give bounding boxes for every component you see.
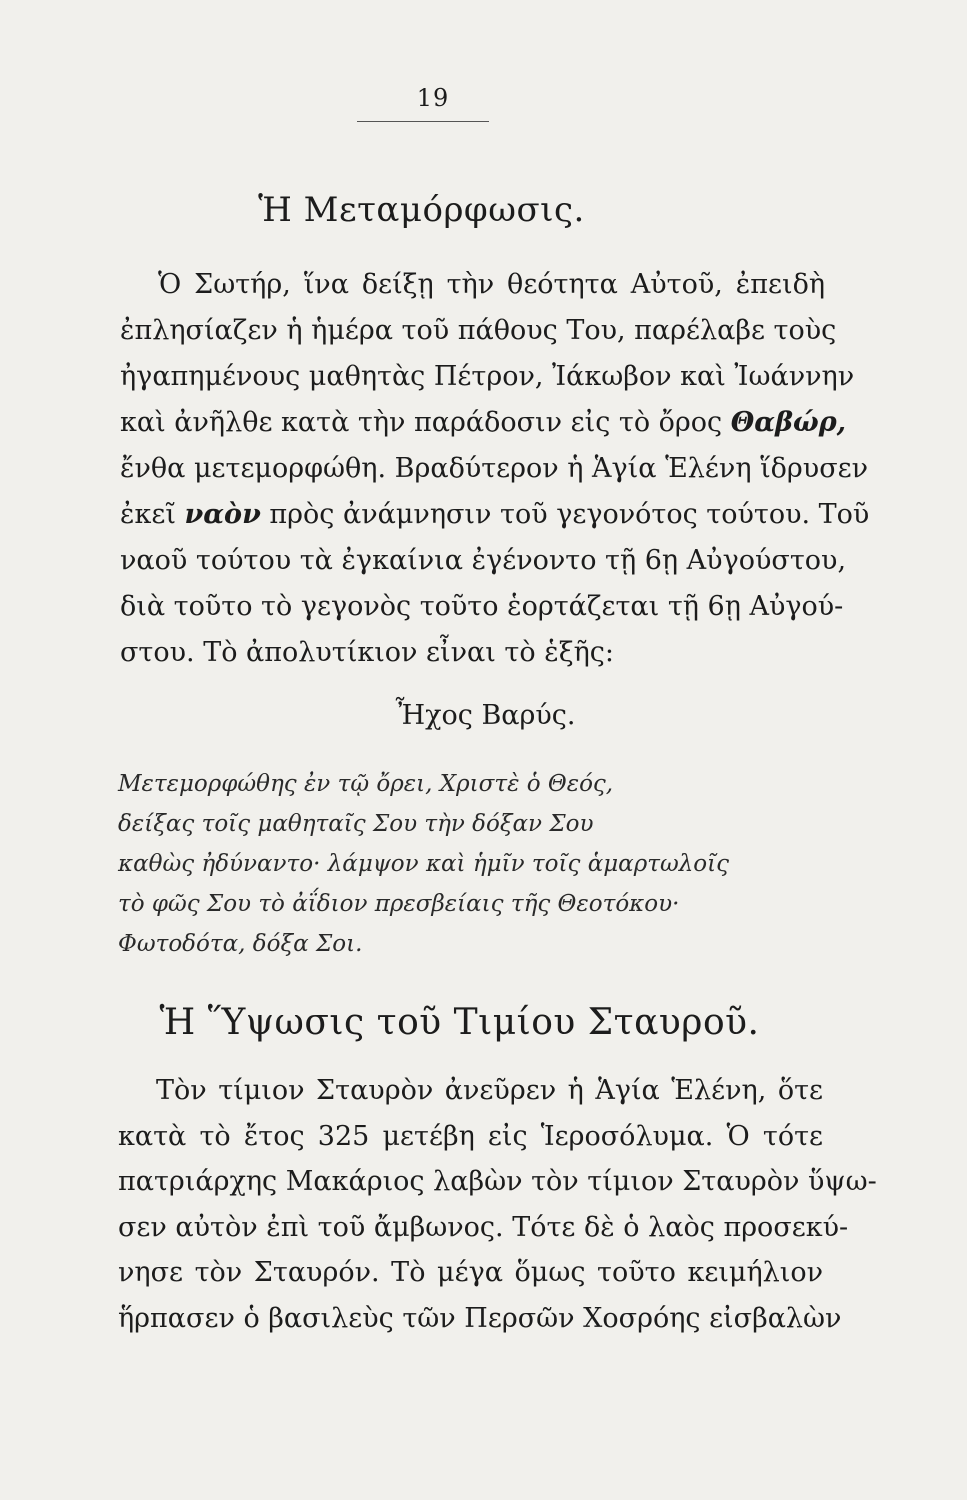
text-line: ἐπλησίαζεν ἡ ἡμέρα τοῦ πάθους Του, παρέλαβε τοὺς: [120, 315, 837, 346]
text-line: νησε τὸν Σταυρόν. Τὸ μέγα ὅμως τοῦτο κειμήλιον: [118, 1257, 823, 1288]
text-line: Ὁ Σωτήρ, ἵνα δείξῃ τὴν θεότητα Αὐτοῦ, ἐπειδὴ: [158, 269, 825, 300]
paragraph-exaltation-cross: [118, 1068, 877, 1341]
section-title-transfiguration: Ἡ Μεταμόρφωσις.: [258, 190, 585, 230]
text-line: πατριάρχης Μακάριος λαβὼν τὸν τίμιον Σταυρὸν ὕψω-: [118, 1166, 877, 1197]
hymn-line: δείξας τοῖς μαθηταῖς Σου τὴν δόξαν Σου: [118, 811, 594, 837]
text-line-part: ἐκεῖ: [120, 499, 176, 530]
emphasized-word: ναὸν: [184, 499, 261, 530]
paragraph-transfiguration: [120, 262, 870, 676]
section-title-exaltation-cross: Ἡ Ὕψωσις τοῦ Τιμίου Σταυροῦ.: [159, 1002, 760, 1043]
text-line: ναοῦ τούτου τὰ ἐγκαίνια ἐγένοντο τῇ 6ῃ Αὐγούστου,: [120, 545, 847, 576]
hymn-line: τὸ φῶς Σου τὸ ἀΐδιον πρεσβείαις τῆς Θεοτόκου·: [118, 891, 680, 917]
text-line: [120, 492, 870, 538]
text-line: ἔνθα μετεμορφώθη. Βραδύτερον ἡ Ἁγία Ἑλένη ἵδρυσεν: [120, 453, 869, 484]
emphasized-word: Θαβώρ,: [730, 407, 847, 438]
text-line: κατὰ τὸ ἔτος 325 μετέβη εἰς Ἱεροσόλυμα. Ὁ τότε: [118, 1120, 823, 1152]
text-line: σεν αὐτὸν ἐπὶ τοῦ ἄμβωνος. Τότε δὲ ὁ λαὸς προσεκύ-: [118, 1211, 849, 1243]
header-rule: [357, 121, 489, 122]
text-line: ἠγαπημένους μαθητὰς Πέτρον, Ἰάκωβον καὶ Ἰωάννην: [120, 361, 855, 392]
hymn-line: καθὼς ἠδύναντο· λάμψον καὶ ἡμῖν τοῖς ἁμαρτωλοῖς: [118, 851, 730, 877]
page-number: 19: [416, 84, 450, 112]
apolytikion-hymn: [118, 764, 838, 964]
text-line: ἥρπασεν ὁ βασιλεὺς τῶν Περσῶν Χοσρόης εἰσβαλὼν: [118, 1302, 842, 1334]
text-line: Τὸν τίμιον Σταυρὸν ἀνεῦρεν ἡ Ἁγία Ἑλένη, ὅτε: [156, 1075, 823, 1106]
hymn-line: Μετεμορφώθης ἐν τῷ ὄρει, Χριστὲ ὁ Θεός,: [118, 771, 614, 797]
text-line-part: καὶ ἀνῆλθε κατὰ τὴν παράδοσιν εἰς τὸ ὄρος: [120, 407, 723, 438]
hymn-mode: Ἦχος Βαρύς.: [395, 700, 576, 731]
text-line: διὰ τοῦτο τὸ γεγονὸς τοῦτο ἑορτάζεται τῇ 6ῃ Αὐγού-: [120, 591, 844, 622]
text-line: [120, 400, 847, 446]
text-line: στου. Τὸ ἀπολυτίκιον εἶναι τὸ ἑξῆς:: [120, 637, 614, 668]
hymn-line: Φωτοδότα, δόξα Σοι.: [118, 931, 363, 957]
text-line-part: πρὸς ἀνάμνησιν τοῦ γεγονότος τούτου. Τοῦ: [269, 499, 870, 530]
